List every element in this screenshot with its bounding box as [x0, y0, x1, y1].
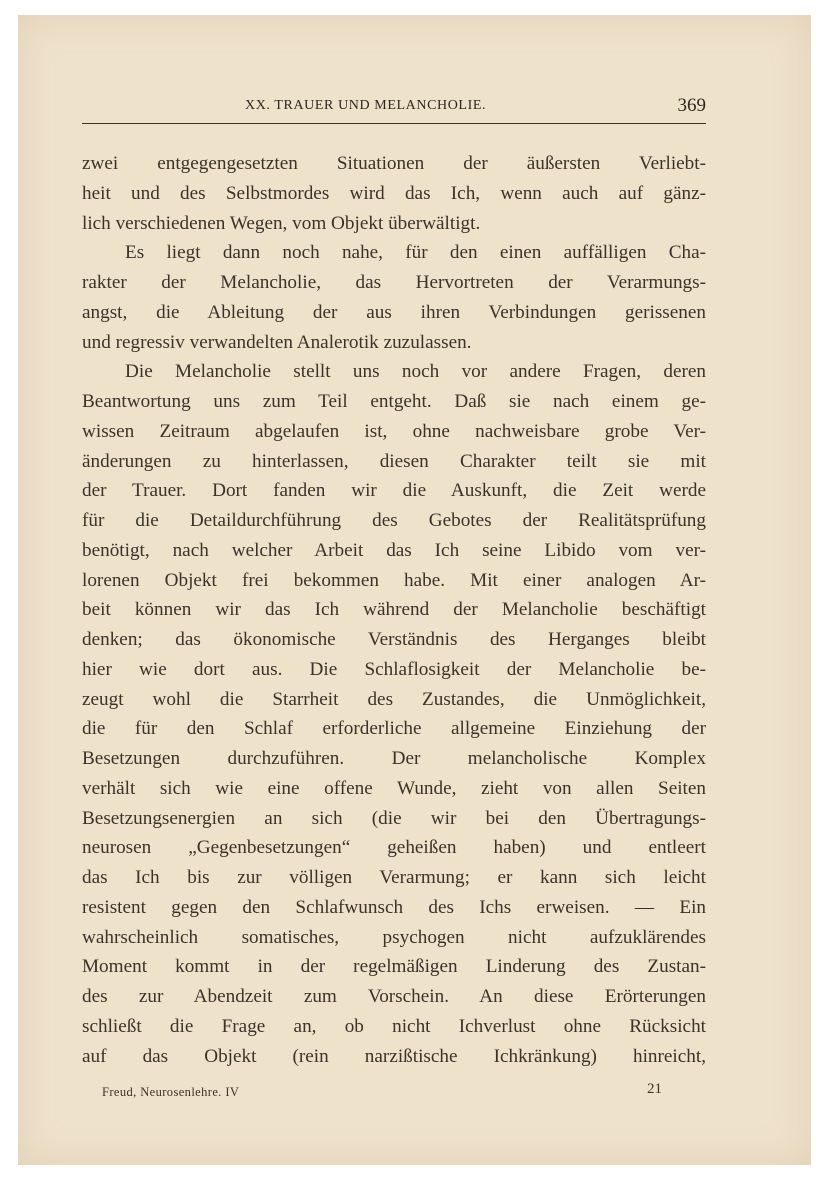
text-line: neurosen „Gegenbesetzungen“ geheißen haben) und entleert	[82, 837, 706, 859]
text-line: Die Melancholie stellt uns noch vor andere Fragen, deren	[125, 361, 706, 383]
text-line: heit und des Selbstmordes wird das Ich, wenn auch auf gänz-	[82, 182, 706, 204]
text-line: Moment kommt in der regelmäßigen Linderung des Zustan-	[82, 956, 706, 978]
text-line: verhält sich wie eine offene Wunde, zieht von allen Seiten	[82, 777, 706, 799]
text-line: rakter der Melancholie, das Hervortreten der Verarmungs-	[82, 272, 706, 293]
text-line: denken; das ökonomische Verständnis des Herganges bleibt	[82, 629, 706, 650]
text-line: beit können wir das Ich während der Melancholie beschäftigt	[82, 599, 706, 621]
page-number: 369	[677, 95, 706, 116]
text-line: Besetzungen durchzuführen. Der melancholische Komplex	[82, 748, 706, 769]
text-line: lorenen Objekt frei bekommen habe. Mit einer analogen Ar-	[82, 569, 706, 591]
book-page	[18, 15, 811, 1165]
header-rule	[82, 123, 706, 124]
text-line: auf das Objekt (rein narzißtische Ichkränkung) hinreicht,	[82, 1045, 706, 1067]
text-line: für die Detaildurchführung des Gebotes der Realitätsprüfung	[82, 510, 706, 531]
text-line: Besetzungsenergien an sich (die wir bei den Übertragungs-	[82, 807, 706, 829]
text-line: lich verschiedenen Wegen, vom Objekt überwältigt.	[82, 212, 481, 234]
text-line: zeugt wohl die Starrheit des Zustandes, die Unmöglichkeit,	[82, 688, 706, 710]
text-line: das Ich bis zur völligen Verarmung; er kann sich leicht	[82, 867, 706, 888]
text-line: Beantwortung uns zum Teil entgeht. Daß sie nach einem ge-	[82, 391, 706, 412]
signature-mark: 21	[647, 1081, 662, 1097]
text-line: schließt die Frage an, ob nicht Ichverlust ohne Rücksicht	[82, 1015, 706, 1037]
body-text	[82, 149, 706, 1071]
text-line: und regressiv verwandelten Analerotik zuzulassen.	[82, 331, 472, 353]
text-line: die für den Schlaf erforderliche allgemeine Einziehung der	[82, 718, 706, 740]
text-line: der Trauer. Dort fanden wir die Auskunft, die Zeit werde	[82, 480, 706, 502]
text-line: zwei entgegengesetzten Situationen der äußersten Verliebt-	[82, 153, 706, 174]
text-line: wahrscheinlich somatisches, psychogen nicht aufzuklärendes	[82, 926, 706, 948]
text-line: hier wie dort aus. Die Schlaflosigkeit der Melancholie be-	[82, 658, 706, 680]
page-header	[82, 95, 706, 121]
text-line: Es liegt dann noch nahe, für den einen auffälligen Cha-	[125, 242, 706, 264]
text-line: resistent gegen den Schlafwunsch des Ichs erweisen. — Ein	[82, 896, 706, 918]
running-title: XX. TRAUER UND MELANCHOLIE.	[245, 98, 487, 113]
text-line: des zur Abendzeit zum Vorschein. An diese Erörterungen	[82, 986, 706, 1007]
text-line: änderungen zu hinterlassen, diesen Charakter teilt sie mit	[82, 450, 706, 472]
text-line: angst, die Ableitung der aus ihren Verbindungen gerissenen	[82, 301, 706, 323]
page-footer	[102, 1081, 662, 1105]
text-line: benötigt, nach welcher Arbeit das Ich seine Libido vom ver-	[82, 539, 706, 561]
printer-signature: Freud, Neurosenlehre. IV	[102, 1085, 240, 1099]
text-line: wissen Zeitraum abgelaufen ist, ohne nachweisbare grobe Ver-	[82, 420, 706, 442]
